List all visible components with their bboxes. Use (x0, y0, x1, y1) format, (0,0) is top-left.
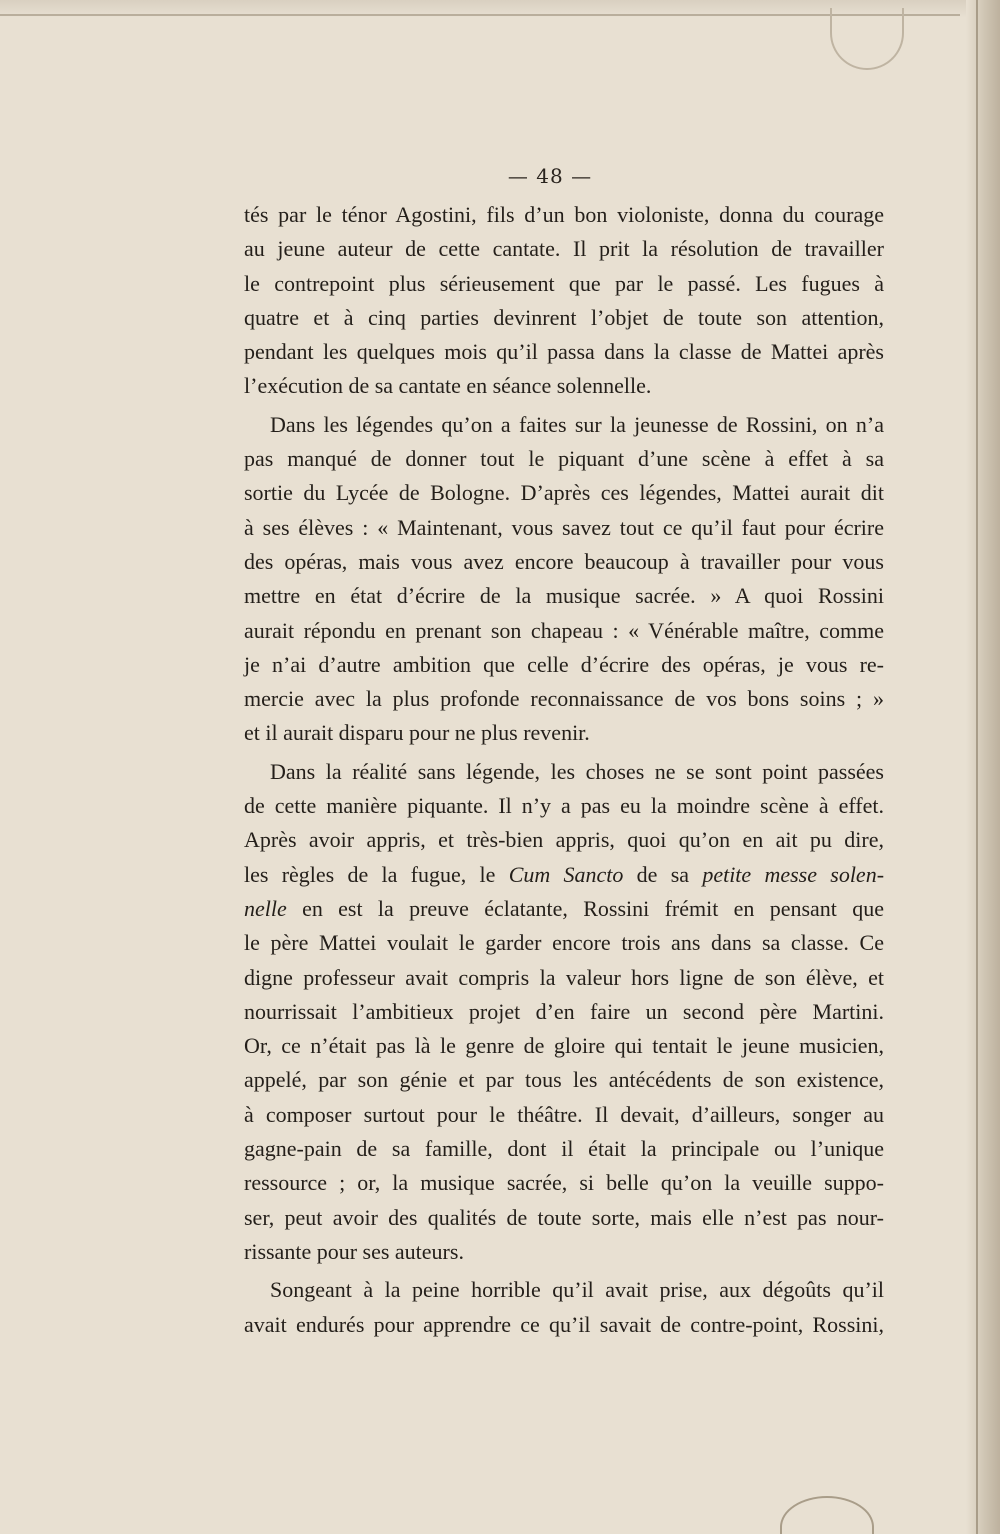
paper-clip-mark (830, 8, 904, 70)
body-text (244, 198, 884, 1342)
text-line: au jeune auteur de cette cantate. Il prit la résolution de travailler (244, 236, 884, 262)
italic-title: petite messe solen- (702, 861, 885, 887)
text-line: pendant les quelques mois qu’il passa dans la classe de Mattei après (244, 339, 884, 365)
text-line: mettre en état d’écrire de la musique sacrée. » A quoi Rossini (244, 583, 884, 609)
text-line: sortie du Lycée de Bologne. D’après ces légendes, Mattei aurait dit (244, 480, 884, 506)
spine-line (976, 0, 978, 1534)
text-line: aurait répondu en prenant son chapeau : « Vénérable maître, comme (244, 617, 884, 643)
text-line: gagne-pain de sa famille, dont il était la principale ou l’unique (244, 1136, 884, 1162)
binding-shadow (966, 0, 1000, 1534)
text-segment: les règles de la fugue, le (244, 861, 509, 887)
text-line: avait endurés pour apprendre ce qu’il savait de contre-point, Rossini, (244, 1311, 884, 1337)
text-line: quatre et à cinq parties devinrent l’objet de toute son attention, (244, 304, 884, 330)
text-segment: de sa (623, 861, 703, 887)
page-corner-curl (780, 1496, 874, 1534)
text-line: Dans la réalité sans légende, les choses ne se sont point passées (270, 758, 884, 784)
text-line: tés par le ténor Agostini, fils d’un bon violoniste, donna du courage (244, 202, 884, 227)
text-line-with-italic (244, 892, 884, 926)
text-line: et il aurait disparu pour ne plus revenir. (244, 720, 590, 746)
text-line: rissante pour ses auteurs. (244, 1238, 464, 1264)
text-line: le contrepoint plus sérieusement que par le passé. Les fugues à (244, 270, 884, 296)
text-line: je n’ai d’autre ambition que celle d’écrire des opéras, je vous re- (244, 651, 884, 677)
text-line: à ses élèves : « Maintenant, vous savez tout ce qu’il faut pour écrire (244, 514, 884, 540)
text-line: l’exécution de sa cantate en séance solennelle. (244, 373, 652, 399)
text-line: pas manqué de donner tout le piquant d’une scène à effet à sa (244, 446, 884, 472)
text-line: nourrissait l’ambitieux projet d’en faire un second père Martini. (244, 998, 884, 1024)
text-line: appelé, par son génie et par tous les antécédents de son existence, (244, 1067, 884, 1093)
italic-title: nelle (244, 895, 287, 921)
text-line: mercie avec la plus profonde reconnaissance de vos bons soins ; » (244, 686, 884, 712)
text-line: Après avoir appris, et très-bien appris, quoi qu’on en ait pu dire, (244, 827, 884, 853)
text-line: ser, peut avoir des qualités de toute sorte, mais elle n’est pas nour- (244, 1204, 884, 1230)
text-line: à composer surtout pour le théâtre. Il devait, d’ailleurs, songer au (244, 1101, 884, 1127)
text-line-with-italic (244, 858, 884, 892)
page-number: — 48 — (507, 164, 593, 188)
text-line: Songeant à la peine horrible qu’il avait prise, aux dégoûts qu’il (270, 1277, 884, 1303)
text-line: Or, ce n’était pas là le genre de gloire qui tentait le jeune musicien, (244, 1033, 884, 1059)
text-line: des opéras, mais vous avez encore beaucoup à travailler pour vous (244, 548, 884, 574)
italic-title: Cum Sancto (508, 861, 624, 887)
text-segment: en est la preuve éclatante, Rossini frémit en pensant que (286, 895, 884, 921)
text-line: de cette manière piquante. Il n’y a pas eu la moindre scène à effet. (244, 793, 884, 819)
text-line: Dans les légendes qu’on a faites sur la jeunesse de Rossini, on n’a (270, 411, 884, 437)
text-line: ressource ; or, la musique sacrée, si belle qu’on la veuille suppo- (244, 1170, 884, 1196)
text-line: digne professeur avait compris la valeur hors ligne de son élève, et (244, 964, 884, 990)
page-top-rule (0, 14, 960, 16)
text-line: le père Mattei voulait le garder encore trois ans dans sa classe. Ce (244, 930, 884, 956)
